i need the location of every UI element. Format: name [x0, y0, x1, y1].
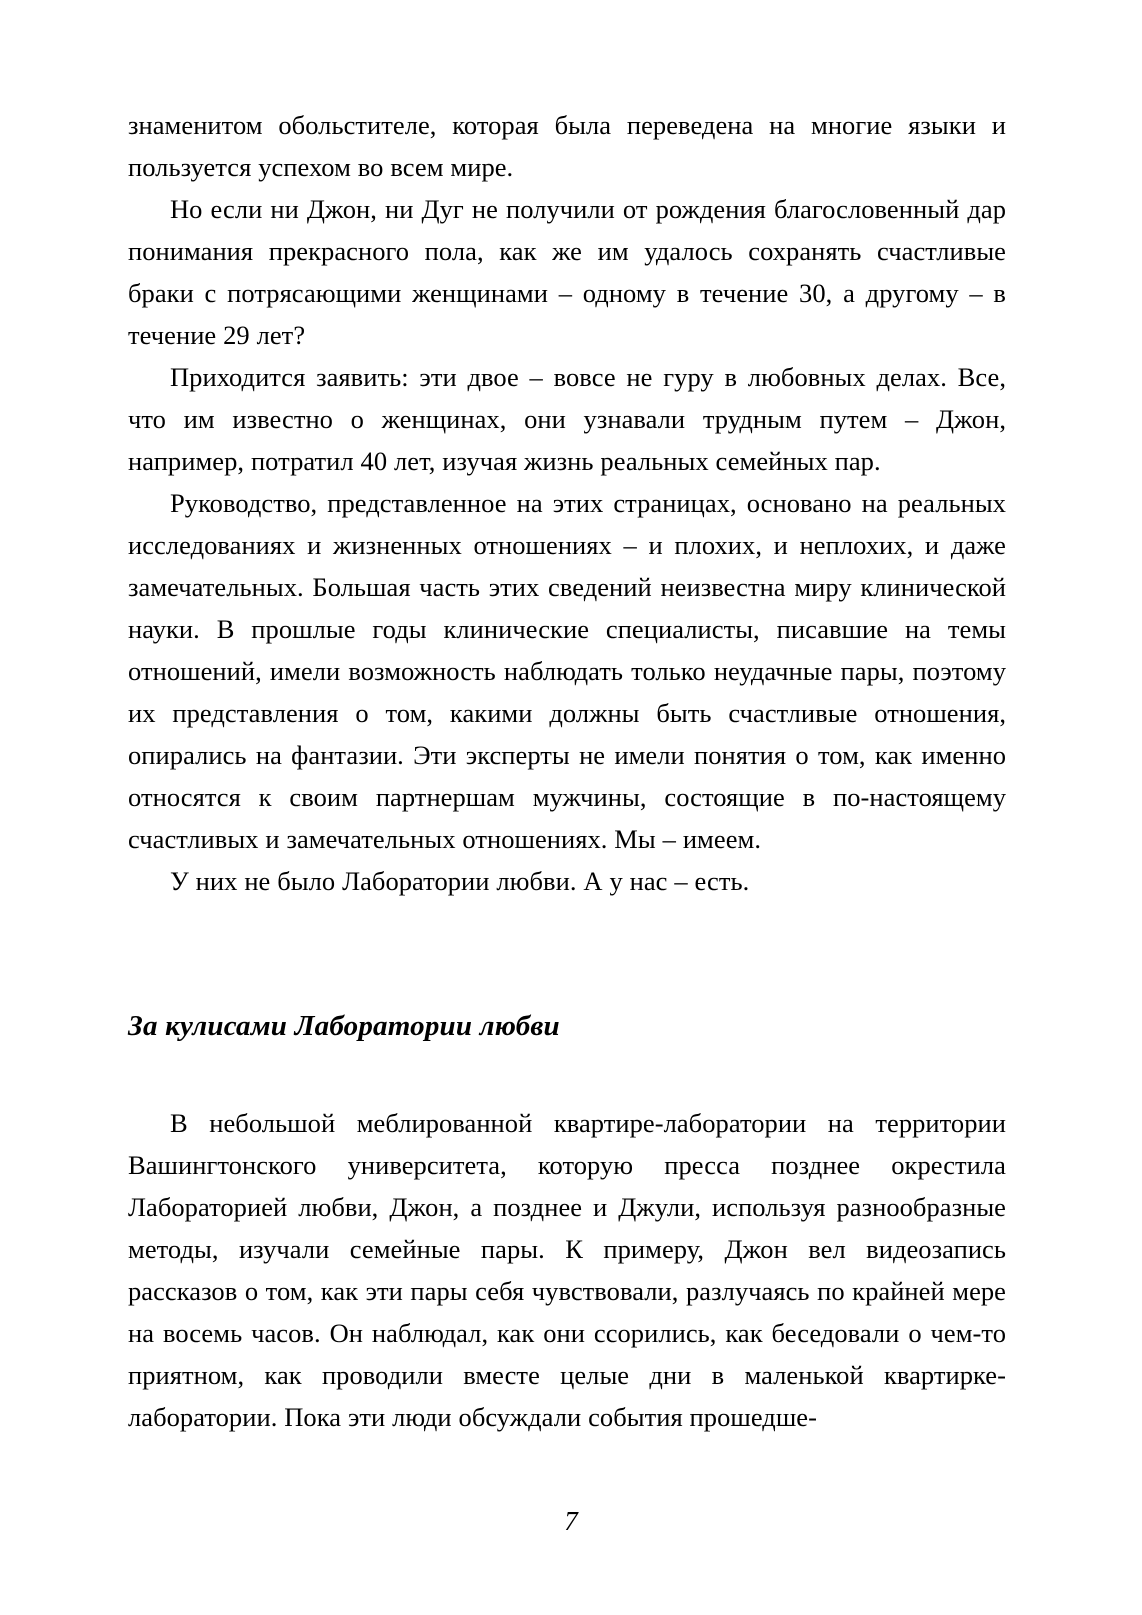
page-number: 7	[564, 1506, 578, 1536]
paragraph: Приходится заявить: эти двое – вовсе не гуру в любовных делах. Все, что им известно о женщинах, они узнавали трудным путем – Джон, например, потратил 40 лет, изучая жизнь реальных семейных пар.	[128, 362, 1006, 476]
section-heading: За кулисами Лаборатории любви	[128, 1010, 560, 1042]
paragraph: В небольшой меблированной квартире-лаборатории на территории Вашингтонского университета, которую пресса позднее окрестила Лабораторией любви, Джон, а позднее и Джули, используя разнообразные методы, изучали семейные пары. К примеру, Джон вел видеозапись рассказов о том, как эти пары себя чувствовали, разлучаясь по крайней мере на восемь часов. Он наблюдал, как они ссорились, как беседовали о чем-то приятном, как проводили вместе целые дни в маленькой квартирке-лаборатории. Пока эти люди обсуждали события прошедше-	[128, 1108, 1006, 1432]
paragraph: Руководство, представленное на этих страницах, основано на реальных исследованиях и жизненных отношениях – и плохих, и неплохих, и даже замечательных. Большая часть этих сведений неизвестна миру клинической науки. В прошлые годы клинические специалисты, писавшие на темы отношений, имели возможность наблюдать только неудачные пары, поэтому их представления о том, какими должны быть счастливые отношения, опирались на фантазии. Эти эксперты не имели понятия о том, как именно относятся к своим партнершам мужчины, состоящие в по-настоящему счастливых и замечательных отношениях. Мы – имеем.	[128, 488, 1006, 854]
heading-spacer-below	[128, 1046, 1006, 1102]
text-column	[128, 104, 1006, 1438]
paragraph: Но если ни Джон, ни Дуг не получили от рождения благословенный дар понимания прекрасного пола, как же им удалось сохранять счастливые браки с потрясающими женщинами – одному в течение 30, а другому – в течение 29 лет?	[128, 194, 1006, 350]
paragraph-continuation: знаменитом обольстителе, которая была переведена на многие языки и пользуется успехом во всем мире.	[128, 110, 1006, 182]
heading-spacer-above	[128, 902, 1006, 1006]
paragraph: У них не было Лаборатории любви. А у нас – есть.	[170, 866, 750, 896]
